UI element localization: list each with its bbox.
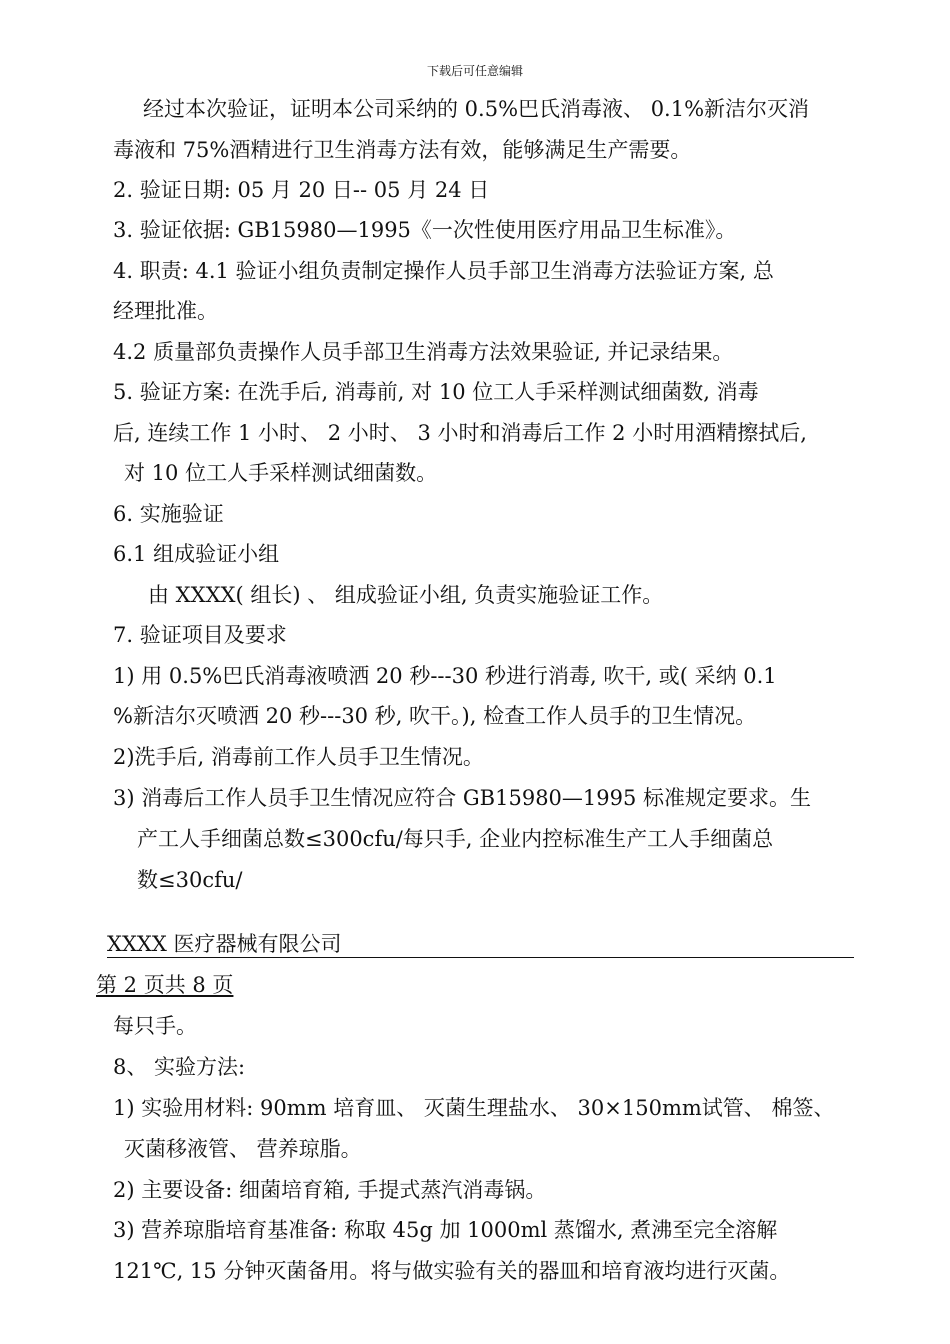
body-line: 毒液和 75%酒精进行卫生消毒方法有效，能够满足生产需要。 <box>113 138 692 162</box>
body-line: 2)洗手后, 消毒前工作人员手卫生情况。 <box>113 745 484 769</box>
body-line: 经理批准。 <box>113 299 218 323</box>
body-line: 1) 用 0.5%巴氏消毒液喷洒 20 秒---30 秒进行消毒, 吹干, 或( 采纳 0.1 <box>113 664 777 688</box>
body-line: 后, 连续工作 1 小时、 2 小时、 3 小时和消毒后工作 2 小时用酒精擦拭后, <box>113 421 807 445</box>
body-line: 121℃, 15 分钟灭菌备用。将与做实验有关的器皿和培育液均进行灭菌。 <box>113 1259 791 1283</box>
footer-company-name: XXXX 医疗器械有限公司 <box>107 931 854 958</box>
body-line: 灭菌移液管、 营养琼脂。 <box>124 1137 362 1161</box>
body-line: 2) 主要设备: 细菌培育箱, 手提式蒸汽消毒锅。 <box>113 1178 547 1202</box>
body-line: 2. 验证日期: 05 月 20 日-- 05 月 24 日 <box>113 178 490 202</box>
body-line: 3. 验证依据: GB15980—1995《一次性使用医疗用品卫生标准》。 <box>113 218 737 242</box>
body-line: 对 10 位工人手采样测试细菌数。 <box>124 461 438 485</box>
body-line: 每只手。 <box>113 1014 197 1038</box>
footer-page-number: 第 2 页共 8 页 <box>96 973 234 997</box>
body-line: 经过本次验证，证明本公司采纳的 0.5%巴氏消毒液、 0.1%新洁尔灭消 <box>143 97 810 121</box>
body-line: 产工人手细菌总数≤300cfu/每只手, 企业内控标准生产工人手细菌总 <box>137 827 774 851</box>
body-line: %新洁尔灭喷洒 20 秒---30 秒, 吹干。), 检查工作人员手的卫生情况。 <box>113 704 757 728</box>
body-line: 7. 验证项目及要求 <box>113 623 287 647</box>
page-header-note: 下载后可任意编辑 <box>426 64 523 78</box>
body-line: 6. 实施验证 <box>113 502 224 526</box>
body-line: 由 XXXX( 组长) 、 组成验证小组, 负责实施验证工作。 <box>148 583 664 607</box>
body-line: 4.2 质量部负责操作人员手部卫生消毒方法效果验证, 并记录结果。 <box>113 340 734 364</box>
body-line: 6.1 组成验证小组 <box>113 542 280 566</box>
body-line: 3) 消毒后工作人员手卫生情况应符合 GB15980—1995 标准规定要求。生 <box>113 786 812 810</box>
body-line: 数≤30cfu/ <box>137 868 243 892</box>
body-line: 8、 实验方法: <box>113 1055 246 1079</box>
body-line: 1) 实验用材料: 90mm 培育皿、 灭菌生理盐水、 30×150mm试管、 棉签、 <box>113 1096 835 1120</box>
body-line: 3) 营养琼脂培育基准备: 称取 45g 加 1000ml 蒸馏水, 煮沸至完全溶解 <box>113 1218 778 1242</box>
body-line: 5. 验证方案: 在洗手后, 消毒前, 对 10 位工人手采样测试细菌数, 消毒 <box>113 380 759 404</box>
body-line: 4. 职责: 4.1 验证小组负责制定操作人员手部卫生消毒方法验证方案, 总 <box>113 259 774 283</box>
